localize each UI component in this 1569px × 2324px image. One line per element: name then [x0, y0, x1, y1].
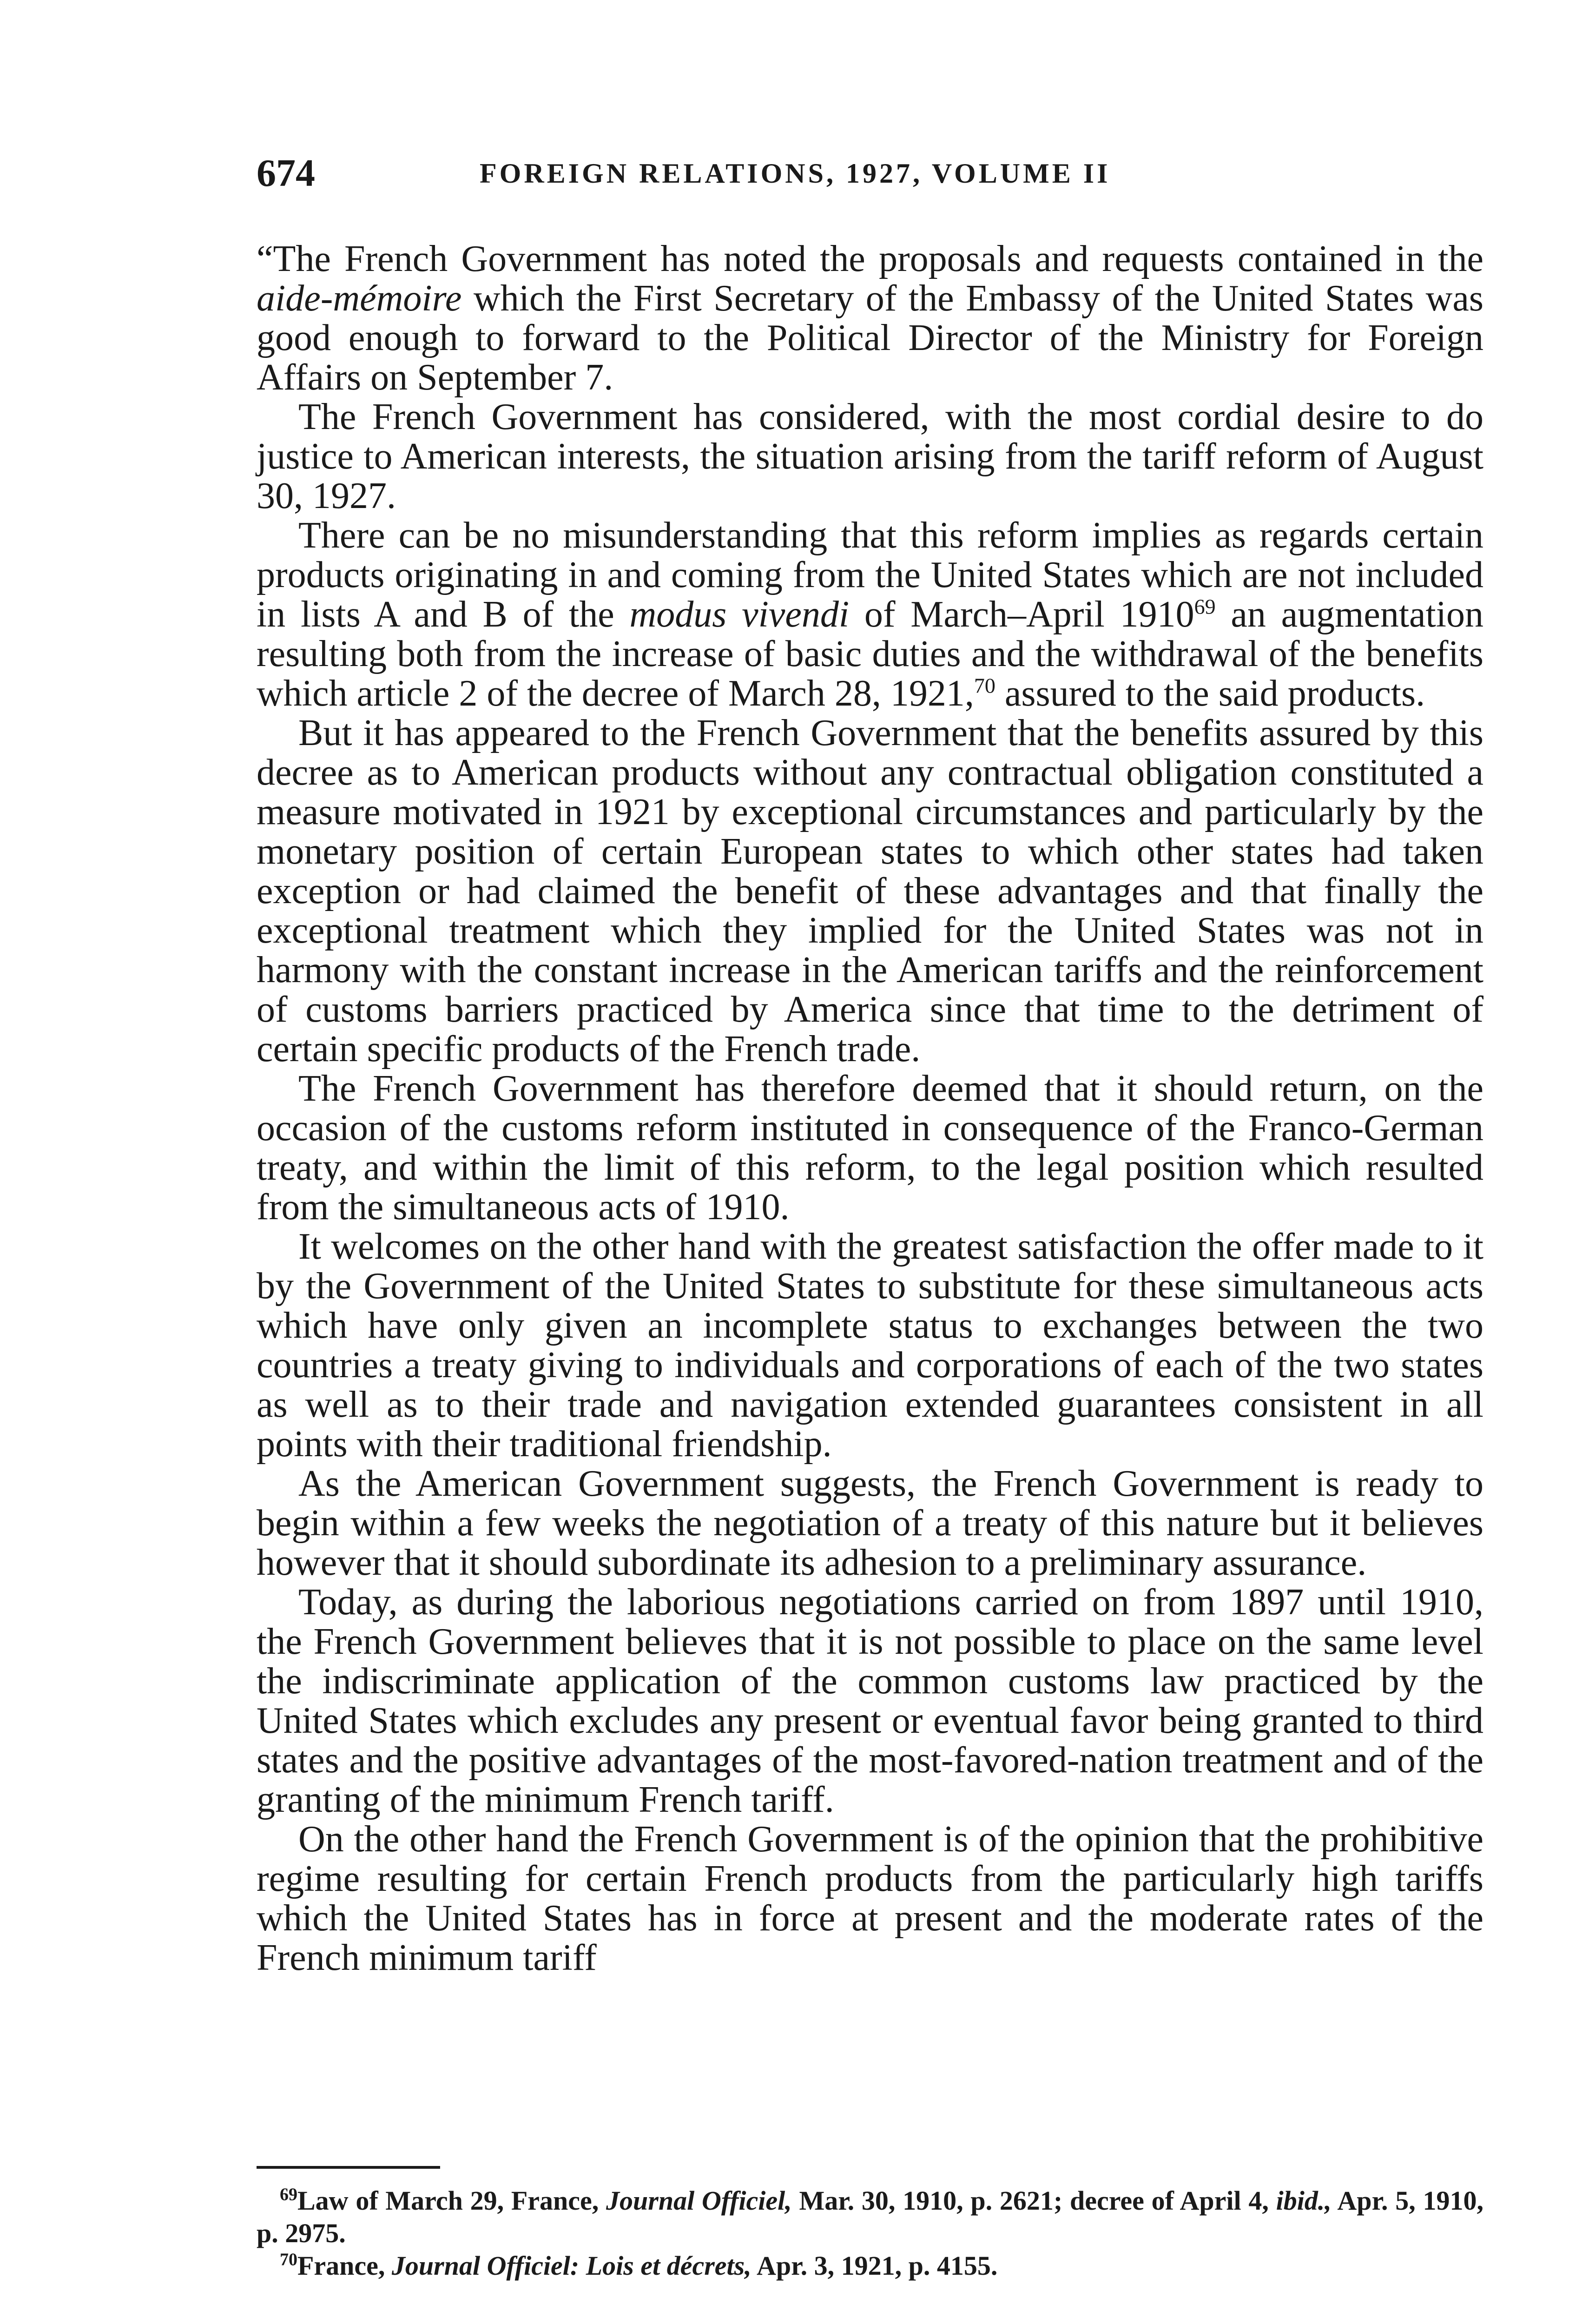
modus-vivendi-term: modus vivendi [629, 594, 850, 635]
paragraph-6: It welcomes on the other hand with the greatest satisfaction the offer made to it by the Government of the United States to substitute for these simultaneous acts which have only given an incomplete status to exchanges between the two countries a treaty giving to individuals and corporations of each of the two states as well as to their trade and navigation extended guarantees consistent in all points with their traditional friendship. [257, 1226, 1483, 1465]
paragraph-5: The French Government has therefore deemed that it should return, on the occasion of the customs reform instituted in consequence of the Franco-German treaty, and within the limit of this reform, to the legal position which resulted from the simultaneous acts of 1910. [257, 1068, 1483, 1228]
running-head: FOREIGN RELATIONS, 1927, VOLUME II [480, 158, 1111, 189]
paragraph-3 [257, 516, 1483, 713]
footnote-69 [257, 2185, 1483, 2250]
body-text [257, 239, 1483, 1978]
footnote-69-text-c: Apr. 5, 1910, p. 2975. [257, 2185, 1483, 2248]
paragraph-9: On the other hand the French Government is of the opinion that the prohibitive regime resulting for certain French products from the particularly high tariffs which the United States has in force at present and the moderate rates of the French minimum tariff [257, 1819, 1483, 1978]
paragraph-3-text-d: assured to the said products. [995, 673, 1425, 714]
footnote-70-mark: 70 [280, 2250, 297, 2270]
footnote-70 [257, 2250, 1483, 2282]
footnote-divider [257, 2166, 440, 2169]
paragraph-3-text-a: There can be no misunderstanding that this reform implies as regards certain products originating in and coming from the United States which are not included in lists A and B of the [257, 515, 1483, 635]
paragraph-7: As the American Government suggests, the French Government is ready to begin within a few weeks the negotiation of a treaty of this nature but it believes however that it should subordinate its adhesion to a preliminary assurance. [257, 1463, 1483, 1583]
footnotes [257, 2185, 1483, 2282]
footnote-ref-70[interactable]: 70 [974, 673, 995, 698]
document-page [257, 0, 1483, 2324]
page-header [257, 148, 1483, 199]
paragraph-3-text-b: of March–April 1910 [849, 594, 1194, 635]
footnote-70-journal: Journal Officiel: Lois et décrets, [391, 2251, 752, 2281]
paragraph-1-text-b: which the First Secretary of the Embassy of the United States was good enough to forward to the Political Director of the Ministry for Foreign Affairs on September 7. [257, 278, 1483, 398]
footnote-69-journal: Journal Officiel, [606, 2185, 792, 2216]
paragraph-1-text-a: “The French Government has noted the proposals and requests contained in the [257, 238, 1483, 279]
footnote-69-mark: 69 [280, 2185, 297, 2205]
paragraph-1 [257, 239, 1483, 397]
page-number: 674 [257, 152, 315, 195]
paragraph-8: Today, as during the laborious negotiations carried on from 1897 until 1910, the French Government believes that it is not possible to place on the same level the indiscriminate application of the common customs law practiced by the United States which excludes any present or eventual favor being granted to third states and the positive advantages of the most-favored-nation treatment and of the granting of the minimum French tariff. [257, 1582, 1483, 1820]
paragraph-2: The French Government has considered, with the most cordial desire to do justice to American interests, the situation arising from the tariff reform of August 30, 1927. [257, 396, 1483, 516]
footnote-69-text-a: Law of March 29, France, [297, 2185, 606, 2216]
footnote-ref-69[interactable]: 69 [1194, 594, 1216, 619]
footnote-69-text-b: Mar. 30, 1910, p. 2621; decree of April 4, [791, 2185, 1276, 2216]
footnote-69-ibid: ibid., [1276, 2185, 1332, 2216]
footnote-70-text-b: Apr. 3, 1921, p. 4155. [751, 2251, 998, 2281]
paragraph-3-text-c: an augmentation resulting both from the increase of basic duties and the withdrawal of the benefits which article 2 of the decree of March 28, 1921, [257, 594, 1484, 714]
paragraph-4: But it has appeared to the French Government that the benefits assured by this decree as to American products without any contractual obligation constituted a measure motivated in 1921 by exceptional circumstances and particularly by the monetary position of certain European states to which other states had taken exception or had claimed the benefit of these advantages and that finally the exceptional treatment which they implied for the United States was not in harmony with the constant increase in the American tariffs and the reinforcement of customs barriers practiced by America since that time to the detriment of certain specific products of the French trade. [257, 713, 1483, 1070]
aide-memoire-term: aide-mémoire [257, 278, 462, 319]
footnote-70-text-a: France, [297, 2251, 392, 2281]
